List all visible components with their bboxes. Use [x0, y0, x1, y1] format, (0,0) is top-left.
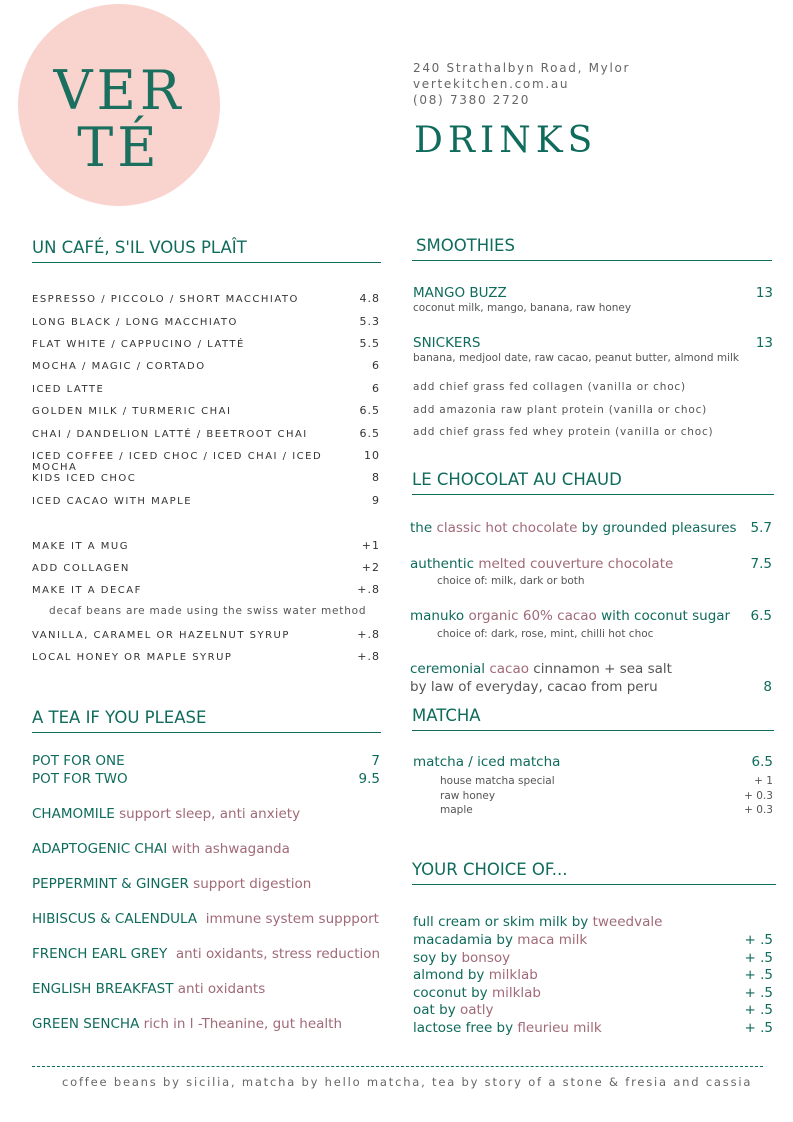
tea-pot: POT FOR TWO 9.5 [32, 771, 380, 787]
coffee-item: ESPRESSO / PICCOLO / SHORT MACCHIATO 4.8 [32, 292, 380, 305]
smoothie-item: SNICKERS 13 [413, 335, 773, 351]
logo-text-line2: TÉ [77, 116, 161, 179]
milk-item: soy by bonsoy + .5 [413, 950, 773, 966]
matcha-item: matcha / iced matcha 6.5 [413, 754, 773, 770]
website: vertekitchen.com.au [413, 77, 570, 91]
milk-item: lactose free by fleurieu milk + .5 [413, 1020, 773, 1036]
smoothie-addon: add chief grass fed whey protein (vanilla or choc) [413, 426, 714, 438]
syrup-item: LOCAL HONEY OR MAPLE SYRUP +.8 [32, 650, 380, 663]
coffee-item: FLAT WHITE / CAPPUCINO / LATTÉ 5.5 [32, 337, 380, 350]
chocolate-item: authentic melted couverture chocolate 7.5 [410, 556, 772, 572]
tea-item: CHAMOMILE support sleep, anti anxiety [32, 806, 301, 822]
coffee-item: MOCHA / MAGIC / CORTADO 6 [32, 359, 380, 372]
coffee-item: ICED CACAO WITH MAPLE 9 [32, 494, 380, 507]
logo [18, 4, 220, 206]
section-title-milk: YOUR CHOICE OF... [412, 860, 776, 885]
tea-item: ENGLISH BREAKFAST anti oxidants [32, 981, 266, 997]
tea-item: GREEN SENCHA rich in l -Theanine, gut health [32, 1016, 343, 1032]
milk-item: almond by milklab + .5 [413, 967, 773, 983]
phone: (08) 7380 2720 [413, 93, 531, 107]
smoothie-item: MANGO BUZZ 13 [413, 285, 773, 301]
smoothie-addon: add amazonia raw plant protein (vanilla or choc) [413, 404, 708, 416]
footer-divider [32, 1066, 763, 1067]
smoothie-desc: banana, medjool date, raw cacao, peanut butter, almond milk [413, 352, 740, 364]
chocolate-item: manuko organic 60% cacao with coconut sugar 6.5 [410, 608, 772, 624]
smoothie-addon: add chief grass fed collagen (vanilla or choc) [413, 381, 686, 393]
address: 240 Strathalbyn Road, Mylor [413, 61, 631, 75]
tea-pot: POT FOR ONE 7 [32, 753, 380, 769]
matcha-extra: raw honey + 0.3 [440, 790, 773, 802]
smoothie-desc: coconut milk, mango, banana, raw honey [413, 302, 632, 314]
chocolate-item: the classic hot chocolate by grounded pleasures 5.7 [410, 520, 772, 536]
matcha-extra: maple + 0.3 [440, 804, 773, 816]
tea-item: ADAPTOGENIC CHAI with ashwaganda [32, 841, 290, 857]
tea-item: FRENCH EARL GREY anti oxidants, stress reduction [32, 946, 381, 962]
footer-credits: coffee beans by sicilia, matcha by hello matcha, tea by story of a stone & fresia and cassia [62, 1075, 753, 1089]
milk-item: coconut by milklab + .5 [413, 985, 773, 1001]
ceremonial-cacao-line2: by law of everyday, cacao from peru 8 [410, 679, 772, 695]
coffee-item: GOLDEN MILK / TURMERIC CHAI 6.5 [32, 404, 380, 417]
coffee-item: LONG BLACK / LONG MACCHIATO 5.3 [32, 315, 380, 328]
coffee-extra: MAKE IT A MUG +1 [32, 539, 380, 552]
matcha-extra: house matcha special + 1 [440, 775, 773, 787]
logo-text-line1: VER [53, 59, 185, 122]
section-title-chocolate: LE CHOCOLAT AU CHAUD [412, 470, 774, 495]
coffee-item: ICED LATTE 6 [32, 382, 380, 395]
coffee-item: KIDS ICED CHOC 8 [32, 471, 380, 484]
chocolate-sub: choice of: dark, rose, mint, chilli hot choc [437, 628, 654, 640]
syrup-item: VANILLA, CARAMEL OR HAZELNUT SYRUP +.8 [32, 628, 380, 641]
ceremonial-cacao-line1: ceremonial cacao cinnamon + sea salt [410, 661, 672, 677]
coffee-item: ICED COFFEE / ICED CHOC / ICED CHAI / ICED MOCHA 10 [32, 449, 380, 473]
section-title-tea: A TEA IF YOU PLEASE [32, 708, 381, 733]
milk-item: oat by oatly + .5 [413, 1002, 773, 1018]
coffee-extra: ADD COLLAGEN +2 [32, 561, 380, 574]
tea-item: HIBISCUS & CALENDULA immune system suppport [32, 911, 379, 927]
section-title-coffee: UN CAFÉ, S'IL VOUS PLAÎT [32, 238, 381, 263]
milk-item: macadamia by maca milk + .5 [413, 932, 773, 948]
tea-item: PEPPERMINT & GINGER support digestion [32, 876, 312, 892]
coffee-extra: MAKE IT A DECAF +.8 [32, 583, 380, 596]
decaf-note: decaf beans are made using the swiss water method [49, 605, 367, 617]
coffee-item: CHAI / DANDELION LATTÉ / BEETROOT CHAI 6.5 [32, 427, 380, 440]
page-title: DRINKS [414, 120, 598, 161]
section-title-smoothies: SMOOTHIES [412, 236, 772, 261]
milk-item: full cream or skim milk by tweedvale [413, 914, 663, 930]
section-title-matcha: MATCHA [412, 706, 774, 731]
contact-info [413, 60, 630, 108]
chocolate-sub: choice of: milk, dark or both [437, 575, 585, 587]
